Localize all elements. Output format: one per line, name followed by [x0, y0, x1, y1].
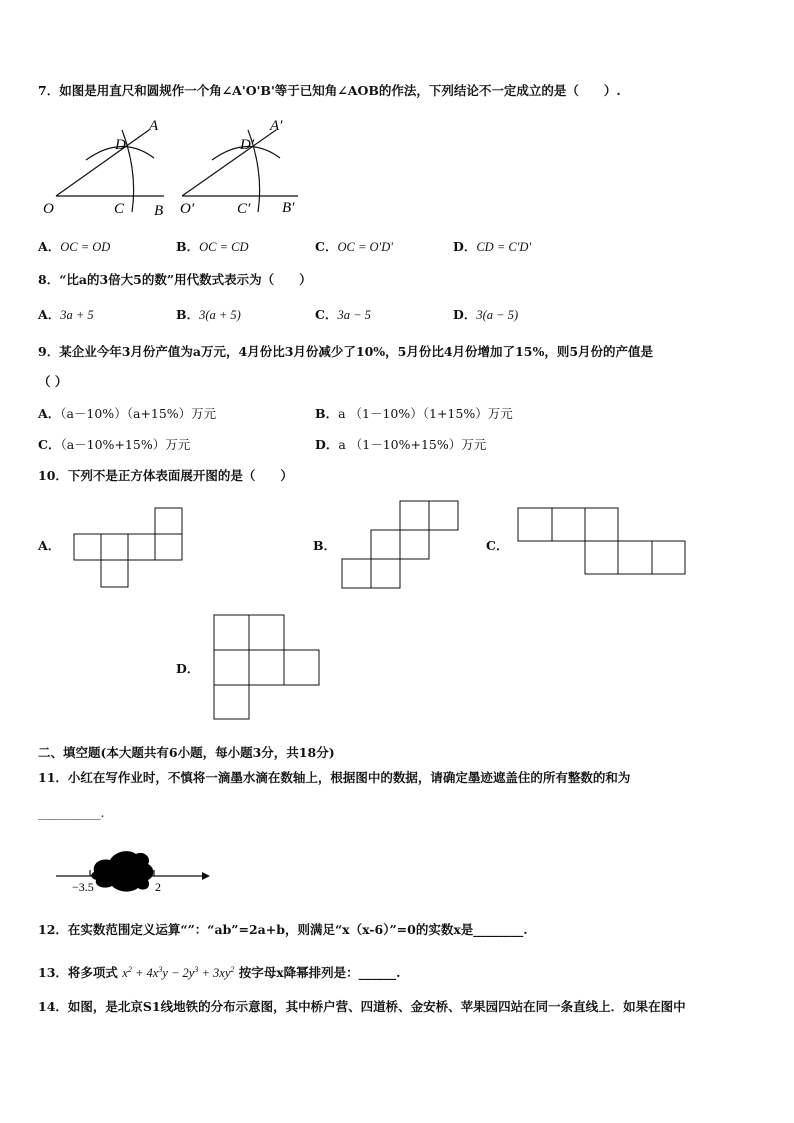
q8-option-c[interactable]: C．3a − 5: [315, 307, 371, 322]
q13-stem: [38, 962, 401, 981]
q11-number-line: [52, 844, 212, 896]
q9-stem: 9．某企业今年3月份产值为a万元，4月份比3月份减少了10%，5月份比4月份增加了15%，则5月份的产值是: [38, 344, 654, 359]
q7-option-b[interactable]: B．OC = CD: [176, 239, 249, 254]
q7-f1-C: C: [114, 201, 125, 217]
q10-label-b[interactable]: B．: [313, 538, 337, 553]
q11-tick-left: −3.5: [72, 880, 94, 894]
q7-f2-D: D′: [240, 137, 255, 153]
q11-tick-right: 2: [155, 880, 161, 894]
q7-f2-O: O′: [180, 201, 195, 217]
q13-prefix: 13．将多项式: [38, 965, 118, 981]
q7-f1-A: A: [149, 118, 159, 134]
q7-option-a[interactable]: A．OC = OD: [38, 239, 111, 254]
q9-stem-paren: （ ）: [38, 374, 68, 389]
q12-stem: 12．在实数范围定义运算“”：“ab”=2a+b，则满足“x（x-6）”=0的实数x是________.: [38, 922, 528, 937]
q9-option-c[interactable]: C．（a－10%+15%）万元: [38, 437, 191, 452]
q10-net-d: [212, 613, 322, 721]
q11-blank[interactable]: __________.: [38, 805, 105, 820]
q7-f2-B: B′: [282, 200, 295, 216]
q7-figures: [36, 112, 326, 222]
q13-suffix: 按字母x降幂排列是：______.: [238, 965, 401, 981]
q10-net-c: [516, 506, 688, 576]
q11-stem: 11．小红在写作业时，不慎将一滴墨水滴在数轴上，根据图中的数据，请确定墨迹遮盖住的所有整数的和为: [38, 770, 631, 785]
q9-option-d[interactable]: D．a （1－10%+15%）万元: [315, 437, 487, 452]
ink-blot: [91, 851, 153, 892]
q10-net-b: [340, 499, 460, 590]
q7-f2-C: C′: [237, 201, 251, 217]
q10-stem: 10．下列不是正方体表面展开图的是（ ）: [38, 468, 293, 483]
q8-stem: 8．“比a的3倍大5的数”用代数式表示为（ ）: [38, 272, 312, 287]
q7-figure-2: [180, 118, 298, 217]
q7-option-d[interactable]: D．CD = C'D': [453, 239, 532, 254]
q7-f1-O: O: [43, 201, 54, 217]
q7-f1-D: D: [115, 137, 126, 153]
section2-title: 二、填空题(本大题共有6小题，每小题3分，共18分): [38, 745, 335, 760]
q7-f2-A: A′: [270, 118, 283, 134]
q7-stem: 7．如图是用直尺和圆规作一个角∠A'O'B'等于已知角∠AOB的作法，下列结论不一定成立的是（ ）.: [38, 83, 621, 98]
q8-option-b[interactable]: B．3(a + 5): [176, 307, 241, 322]
q7-figure-1: [43, 118, 164, 219]
q8-option-a[interactable]: A．3a + 5: [38, 307, 94, 322]
q10-label-d[interactable]: D．: [176, 661, 200, 676]
q10-label-a[interactable]: A．: [38, 538, 61, 553]
q14-stem: 14．如图，是北京S1线地铁的分布示意图，其中桥户营、四道桥、金安桥、苹果园四站在同一条直线上．如果在图中: [38, 999, 686, 1014]
q10-label-c[interactable]: C．: [486, 538, 509, 553]
q7-f1-B: B: [154, 203, 164, 219]
q7-option-c[interactable]: C．OC = O'D': [315, 239, 393, 254]
q10-net-a: [72, 506, 184, 590]
q9-option-a[interactable]: A．（a－10%）（a+15%）万元: [38, 406, 217, 421]
q8-option-d[interactable]: D．3(a − 5): [453, 307, 519, 322]
q13-polynomial: $x^2 + 4x^3y - 2y^3 + 3xy^2$: [122, 965, 235, 981]
q9-option-b[interactable]: B．a （1－10%）（1+15%）万元: [315, 406, 513, 421]
